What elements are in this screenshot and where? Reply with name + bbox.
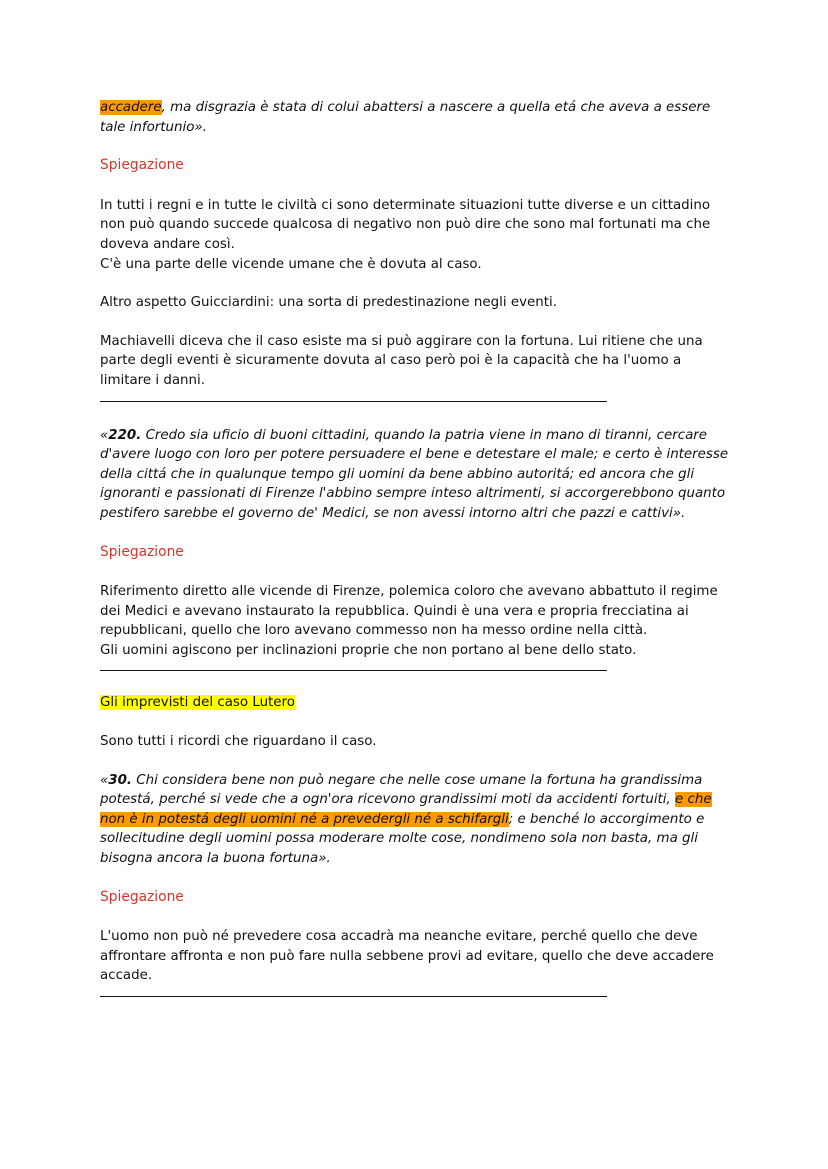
spacer <box>100 869 730 888</box>
quote-number: 30. <box>108 772 132 788</box>
spacer <box>100 986 730 996</box>
spacer <box>100 713 730 732</box>
quote-220 <box>100 426 730 524</box>
paragraph: L'uomo non può né prevedere cosa accadrà ma neanche evitare, perché quello che deve affrontare affronta e non può fare nulla sebbene provi ad evitare, quello che deve accadere accade. <box>100 929 714 984</box>
quote-open-mark: « <box>100 427 109 443</box>
paragraph: Gli uomini agiscono per inclinazioni proprie che non portano al bene dello stato. <box>100 642 637 658</box>
spacer <box>100 671 730 693</box>
quote-text-before: Chi considera bene non può negare che nelle cose umane la fortuna ha grandissima potestá, perché si vede che a ogn'ora ricevono grandissimi moti da accidenti fortuiti, <box>100 772 703 808</box>
spacer <box>100 274 730 293</box>
section-heading: Spiegazione <box>100 888 184 905</box>
quote-open-mark: « <box>100 772 109 788</box>
section-heading: Spiegazione <box>100 157 184 174</box>
highlighted-title: Gli imprevisti del caso Lutero <box>100 695 295 711</box>
spacer <box>100 752 730 771</box>
paragraph: In tutti i regni e in tutte le civiltà ci sono determinate situazioni tutte diverse e un cittadino non può quando succede qualcosa di negativo non può dire che sono mal fortunati ma che doveva andare così. <box>100 197 711 252</box>
quote-number: 220. <box>108 427 142 443</box>
spacer <box>100 391 730 401</box>
section-title <box>100 693 730 713</box>
spacer <box>100 176 730 196</box>
spacer <box>100 524 730 543</box>
quote-continuation-text: , ma disgrazia è stata di colui abattersi a nascere a quella etá che aveva a essere tale infortunio». <box>100 100 711 135</box>
spacer <box>100 402 730 426</box>
spacer <box>100 137 730 156</box>
horizontal-rule <box>100 996 607 997</box>
highlight-accadere: accadere <box>100 100 162 115</box>
spacer <box>100 660 730 670</box>
paragraph: C'è una parte delle vicende umane che è dovuta al caso. <box>100 256 482 272</box>
document-page <box>100 98 730 997</box>
highlight-potesta: e che non è in potestá degli uomini né a prevedergli né a schifargli <box>100 792 712 827</box>
paragraph: Riferimento diretto alle vicende di Firenze, polemica coloro che avevano abbattuto il regime dei Medici e avevano instaurato la repubblica. Quindi è una vera e propria frecciatina ai repubblicani, quello che loro avevano commesso non ha messo ordine nella città. <box>100 584 718 639</box>
spacer <box>100 562 730 582</box>
quote-text: Credo sia uficio di buoni cittadini, quando la patria viene in mano di tiranni, cercare d'avere luogo con loro per potere persuadere el bene e detestare el male; e certo è interesse della cittá che in qualunque tempo gli uomini da bene abbino autoritá; ed ancora che gli ignoranti e passionati di Firenze l'abbino sempre inteso altrimenti, si accorgerebbono quanto pestifero sarebbe el governo de' Medici, se non avessi intorno altri che pazzi e cattivi». <box>100 427 729 521</box>
quote-text-after: ; e benché lo accorgimento e sollecitudine degli uomini possa moderare molte cose, nondimeno sola non basta, ma gli bisogna ancora la buona fortuna». <box>100 811 705 867</box>
quote-30 <box>100 771 730 869</box>
paragraph: Altro aspetto Guicciardini: una sorta di predestinazione negli eventi. <box>100 295 557 311</box>
spacer <box>100 313 730 332</box>
section-heading: Spiegazione <box>100 543 184 560</box>
paragraph: Machiavelli diceva che il caso esiste ma si può aggirare con la fortuna. Lui ritiene che una parte degli eventi è sicuramente dovuta al caso però poi è la capacità che ha l'uomo a limitare i danni. <box>100 333 703 388</box>
paragraph: Sono tutti i ricordi che riguardano il caso. <box>100 734 377 750</box>
quote-continuation <box>100 98 730 137</box>
spacer <box>100 907 730 927</box>
